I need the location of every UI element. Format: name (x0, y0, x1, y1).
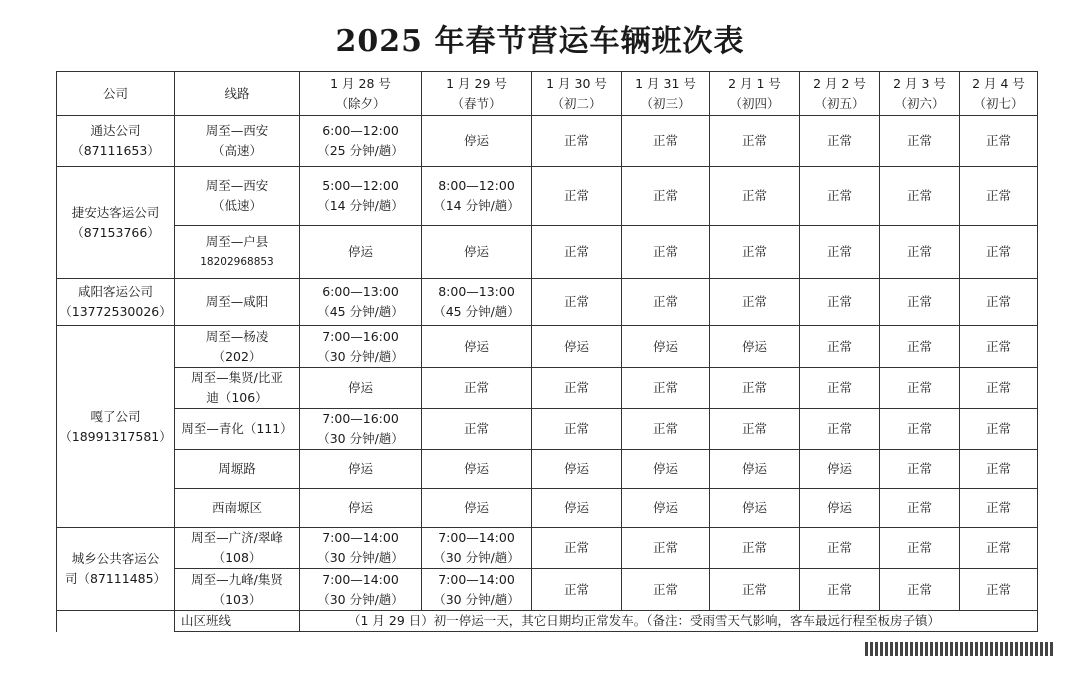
table-row (57, 528, 1038, 569)
header-date-sub: （初二） (551, 95, 602, 111)
status-cell: 正常 (710, 116, 800, 167)
status-cell: 正常 (960, 368, 1038, 409)
route-cell (175, 450, 300, 489)
status-cell: 正常 (710, 279, 800, 326)
status-cell: 正常 (532, 528, 622, 569)
header-date-date: 1 月 29 号 (446, 75, 507, 91)
status-cell: 正常 (532, 116, 622, 167)
schedule-cell (422, 528, 532, 569)
company-cell-line: 嘎了公司 (90, 408, 141, 424)
schedule-cell-line: （14 分钟/趟） (317, 198, 404, 213)
status-cell: 正常 (960, 167, 1038, 226)
status-cell: 正常 (710, 528, 800, 569)
schedule-cell (300, 116, 422, 167)
schedule-cell (422, 279, 532, 326)
table-row (57, 116, 1038, 167)
schedule-cell-line: 7:00—14:00 (438, 530, 515, 545)
table-row (57, 409, 1038, 450)
header-date-date: 1 月 28 号 (330, 75, 391, 91)
route-cell-line: （108） (212, 550, 262, 565)
route-cell-line: （103） (212, 591, 262, 607)
table-row (57, 326, 1038, 368)
header-date (300, 72, 422, 116)
status-cell: 正常 (880, 116, 960, 167)
company-cell (57, 167, 175, 279)
status-cell: 正常 (800, 326, 880, 368)
schedule-cell-line: 5:00—12:00 (322, 178, 399, 193)
schedule-cell (422, 489, 532, 528)
header-route: 线路 (175, 72, 300, 116)
status-cell: 停运 (622, 450, 710, 489)
route-cell-line: （202） (212, 348, 262, 364)
table-row (57, 226, 1038, 279)
schedule-cell (300, 167, 422, 226)
schedule-cell (300, 489, 422, 528)
table-row (57, 368, 1038, 409)
route-cell-line: 迪（106） (206, 390, 268, 405)
table-row (57, 569, 1038, 611)
status-cell: 停运 (622, 326, 710, 368)
schedule-cell (300, 450, 422, 489)
status-cell: 正常 (880, 409, 960, 450)
route-cell-line: 周至—西安 (205, 123, 269, 138)
schedule-cell (300, 528, 422, 569)
status-cell: 正常 (622, 409, 710, 450)
company-cell (57, 116, 175, 167)
schedule-cell-line: 停运 (463, 244, 489, 259)
status-cell: 正常 (960, 116, 1038, 167)
route-cell (175, 226, 300, 279)
status-cell: 正常 (880, 279, 960, 326)
schedule-cell-line: 7:00—16:00 (322, 328, 399, 344)
status-cell: 正常 (800, 116, 880, 167)
status-cell: 正常 (800, 279, 880, 326)
route-cell (175, 279, 300, 326)
schedule-cell-line: （30 分钟/趟） (317, 431, 404, 446)
schedule-table (56, 71, 1038, 632)
header-date-sub: （初四） (729, 95, 780, 111)
status-cell: 正常 (960, 528, 1038, 569)
company-cell-line: （87153766） (71, 224, 160, 240)
route-cell-line: 周至—九峰/集贤 (191, 571, 283, 587)
status-cell: 正常 (710, 409, 800, 450)
schedule-cell-line: 停运 (463, 500, 489, 515)
status-cell: 正常 (532, 368, 622, 409)
status-cell: 正常 (880, 226, 960, 279)
status-cell: 停运 (800, 489, 880, 528)
status-cell: 正常 (622, 569, 710, 611)
status-cell: 正常 (800, 569, 880, 611)
route-cell-line: 周至—集贤/比亚 (191, 370, 283, 385)
route-cell-line: 周至—杨凌 (205, 328, 269, 344)
schedule-cell-line: 停运 (347, 244, 373, 259)
status-cell: 正常 (800, 167, 880, 226)
schedule-cell (300, 279, 422, 326)
table-row (57, 450, 1038, 489)
schedule-cell-line: 正常 (463, 380, 489, 395)
route-cell-line: （高速） (211, 143, 262, 158)
status-cell: 正常 (960, 409, 1038, 450)
status-cell: 停运 (710, 450, 800, 489)
status-cell: 正常 (622, 279, 710, 326)
schedule-cell (300, 368, 422, 409)
header-date-sub: （初三） (640, 95, 691, 111)
schedule-cell-line: 停运 (463, 461, 489, 476)
route-cell (175, 167, 300, 226)
schedule-cell-line: 停运 (463, 133, 489, 148)
status-cell: 停运 (710, 326, 800, 368)
schedule-cell (422, 409, 532, 450)
route-cell-line: 西南塬区 (211, 500, 262, 515)
status-cell: 正常 (532, 569, 622, 611)
page-title: 2025 年春节营运车辆班次表 (335, 24, 745, 59)
company-cell (57, 279, 175, 326)
status-cell: 正常 (800, 409, 880, 450)
table-row (57, 167, 1038, 226)
company-cell (57, 528, 175, 611)
table-row (57, 489, 1038, 528)
status-cell: 停运 (532, 450, 622, 489)
route-cell-line: 周至—咸阳 (205, 294, 269, 309)
header-date-date: 2 月 3 号 (893, 75, 946, 91)
route-cell (175, 368, 300, 409)
schedule-cell-line: （45 分钟/趟） (317, 304, 404, 319)
schedule-cell-line: 7:00—14:00 (322, 530, 399, 545)
status-cell: 停运 (532, 489, 622, 528)
status-cell: 正常 (800, 368, 880, 409)
schedule-cell-line: 停运 (463, 338, 489, 354)
status-cell: 正常 (880, 167, 960, 226)
company-cell-line: 司（87111485） (64, 571, 167, 586)
header-date-date: 2 月 1 号 (728, 75, 781, 91)
status-cell: 正常 (710, 368, 800, 409)
company-cell-line: 咸阳客运公司 (77, 284, 153, 299)
schedule-cell-line: 停运 (347, 380, 373, 395)
header-date-date: 1 月 31 号 (635, 75, 696, 91)
header-date-sub: （除夕） (335, 95, 386, 111)
status-cell: 正常 (960, 226, 1038, 279)
status-cell: 停运 (532, 326, 622, 368)
route-cell-line: 周至—青化（111） (181, 421, 293, 436)
schedule-cell-line: （30 分钟/趟） (317, 348, 404, 364)
schedule-cell (300, 409, 422, 450)
status-cell: 正常 (800, 528, 880, 569)
schedule-cell-line: 停运 (347, 461, 373, 476)
header-date-sub: （春节） (451, 95, 502, 111)
schedule-cell-line: 正常 (463, 421, 489, 436)
status-cell: 正常 (960, 326, 1038, 368)
header-date-date: 2 月 2 号 (813, 75, 866, 91)
route-cell-line: 周塬路 (218, 461, 256, 476)
status-cell: 正常 (532, 167, 622, 226)
header-date (532, 72, 622, 116)
header-date (622, 72, 710, 116)
company-cell (57, 326, 175, 528)
status-cell: 正常 (532, 279, 622, 326)
schedule-cell-line: 7:00—14:00 (322, 571, 399, 587)
header-company: 公司 (57, 72, 175, 116)
status-cell: 正常 (880, 326, 960, 368)
status-cell: 正常 (960, 279, 1038, 326)
header-date (710, 72, 800, 116)
status-cell: 正常 (710, 569, 800, 611)
status-cell: 正常 (960, 569, 1038, 611)
schedule-cell-line: （30 分钟/趟） (317, 591, 404, 607)
status-cell: 停运 (710, 489, 800, 528)
status-cell: 正常 (622, 226, 710, 279)
table-row (57, 279, 1038, 326)
status-cell: 正常 (532, 226, 622, 279)
status-cell: 正常 (622, 167, 710, 226)
company-cell-line: （18991317581） (59, 428, 172, 444)
company-cell-line: 通达公司 (90, 123, 141, 138)
schedule-cell-line: 停运 (347, 500, 373, 515)
status-cell: 正常 (880, 528, 960, 569)
header-date (880, 72, 960, 116)
company-cell-line: 捷安达客运公司 (71, 204, 160, 220)
header-date-sub: （初五） (814, 95, 865, 111)
status-cell: 停运 (800, 450, 880, 489)
status-cell: 正常 (800, 226, 880, 279)
note-row (57, 611, 1038, 632)
route-cell-line: 18202968853 (200, 256, 274, 268)
schedule-cell (300, 326, 422, 368)
status-cell: 正常 (710, 226, 800, 279)
schedule-cell-line: 8:00—13:00 (438, 284, 515, 299)
route-cell (175, 409, 300, 450)
schedule-cell (300, 226, 422, 279)
status-cell: 正常 (710, 167, 800, 226)
note-text: （1 月 29 日）初一停运一天，其它日期均正常发车。（备注：受雨雪天气影响，客车最远行程至板房子镇） (300, 611, 1038, 632)
header-date-sub: （初六） (894, 95, 945, 111)
status-cell: 正常 (622, 116, 710, 167)
schedule-cell-line: （25 分钟/趟） (317, 143, 404, 158)
schedule-cell (422, 569, 532, 611)
company-cell-line: （13772530026） (59, 304, 172, 319)
header-date-date: 2 月 4 号 (972, 75, 1025, 91)
header-date (422, 72, 532, 116)
schedule-cell-line: 6:00—12:00 (322, 123, 399, 138)
status-cell: 停运 (622, 489, 710, 528)
status-cell: 正常 (622, 368, 710, 409)
header-date (960, 72, 1038, 116)
header-date-date: 1 月 30 号 (546, 75, 607, 91)
header-date (800, 72, 880, 116)
watermark-bar (865, 642, 1055, 656)
schedule-cell-line: （14 分钟/趟） (433, 198, 520, 213)
schedule-cell (422, 450, 532, 489)
status-cell: 正常 (880, 368, 960, 409)
schedule-cell-line: （30 分钟/趟） (433, 550, 520, 565)
route-cell (175, 569, 300, 611)
header-row (57, 72, 1038, 116)
schedule-cell-line: （30 分钟/趟） (433, 591, 520, 607)
route-cell-line: 周至—西安 (205, 178, 269, 193)
note-label: 山区班线 (175, 611, 300, 632)
route-cell (175, 326, 300, 368)
schedule-cell (422, 368, 532, 409)
note-blank-cell (57, 611, 175, 632)
schedule-cell (422, 167, 532, 226)
status-cell: 正常 (960, 450, 1038, 489)
schedule-cell (422, 226, 532, 279)
route-cell (175, 489, 300, 528)
schedule-cell (422, 326, 532, 368)
company-cell-line: （87111653） (71, 143, 160, 158)
schedule-cell (300, 569, 422, 611)
status-cell: 正常 (622, 528, 710, 569)
status-cell: 正常 (880, 569, 960, 611)
status-cell: 正常 (532, 409, 622, 450)
route-cell (175, 116, 300, 167)
status-cell: 正常 (960, 489, 1038, 528)
company-cell-line: 城乡公共客运公 (71, 551, 160, 566)
route-cell-line: （低速） (211, 198, 262, 213)
schedule-cell-line: （45 分钟/趟） (433, 304, 520, 319)
schedule-cell-line: 7:00—16:00 (322, 411, 399, 426)
schedule-cell-line: 8:00—12:00 (438, 178, 515, 193)
route-cell-line: 周至—广济/翠峰 (191, 530, 283, 545)
schedule-cell-line: 7:00—14:00 (438, 571, 515, 587)
status-cell: 正常 (880, 450, 960, 489)
schedule-cell-line: 6:00—13:00 (322, 284, 399, 299)
header-date-sub: （初七） (973, 95, 1024, 111)
route-cell (175, 528, 300, 569)
status-cell: 正常 (880, 489, 960, 528)
schedule-cell (422, 116, 532, 167)
schedule-cell-line: （30 分钟/趟） (317, 550, 404, 565)
route-cell-line: 周至—户县 (205, 234, 269, 249)
